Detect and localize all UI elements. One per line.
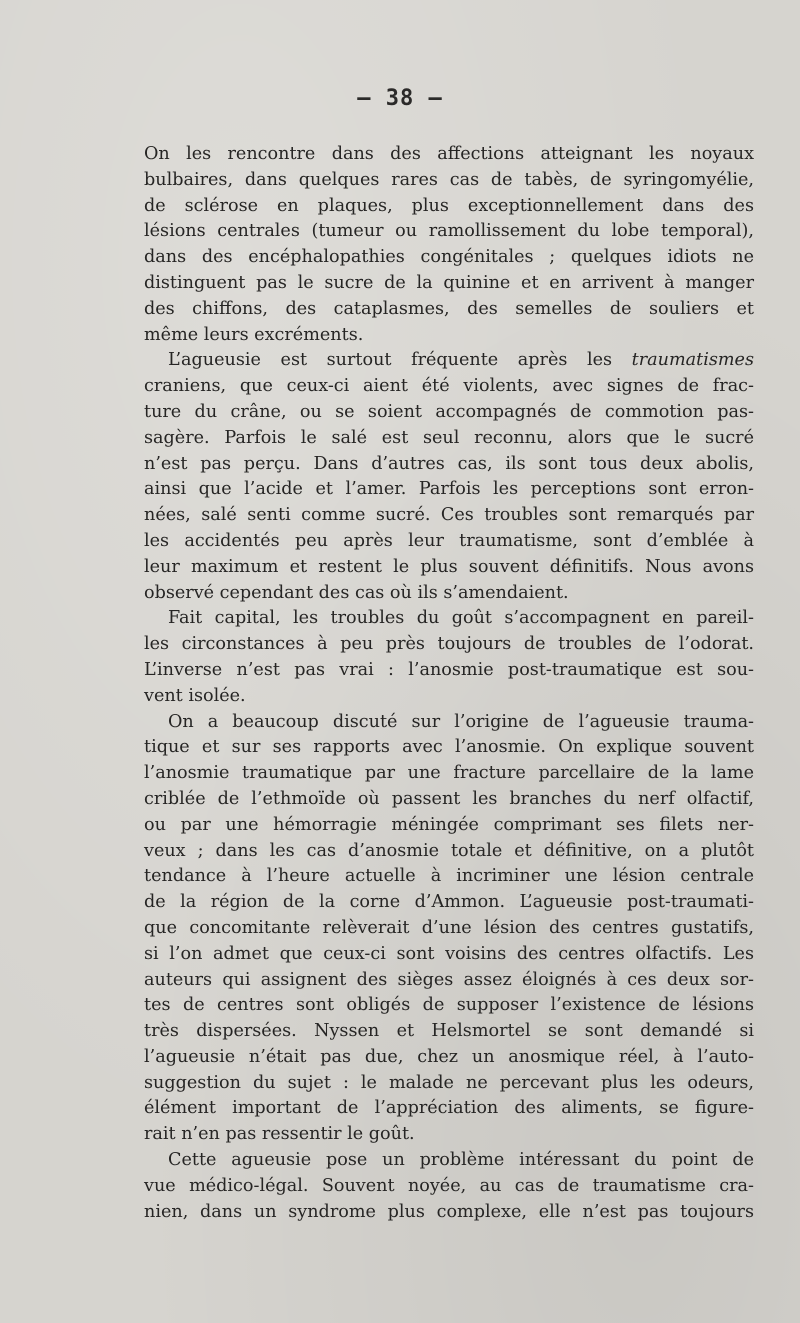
text-line: Cette agueusie pose un problème intéressant du point de [168, 1150, 754, 1171]
text-line: même leurs excréments. [144, 324, 364, 345]
text-line: si l’on admet que ceux-ci sont voisins des centres olfactifs. Les [144, 943, 754, 964]
text-line: ture du crâne, ou se soient accompagnés de commotion pas- [144, 401, 754, 422]
text-line: rait n’en pas ressentir le goût. [144, 1124, 415, 1145]
text-line: observé cependant des cas où ils s’amendaient. [144, 582, 569, 603]
text-line: élément important de l’appréciation des aliments, se figure- [144, 1098, 754, 1119]
text-line: On a beaucoup discuté sur l’origine de l’agueusie trauma- [168, 711, 754, 732]
text-line: de la région de la corne d’Ammon. L’agueusie post-traumati- [144, 892, 754, 913]
text-line: l’anosmie traumatique par une fracture parcellaire de la lame [144, 763, 754, 784]
text-line: n’est pas perçu. Dans d’autres cas, ils sont tous deux abolis, [144, 453, 754, 474]
text-line: que concomitante relèverait d’une lésion des centres gustatifs, [144, 917, 754, 938]
text-line: ou par une hémorragie méningée comprimant ses filets ner- [144, 814, 754, 835]
text-line: On les rencontre dans des affections atteignant les noyaux [144, 144, 754, 164]
text-line: dans des encéphalopathies congénitales ; quelques idiots ne [144, 247, 754, 268]
text-line: bulbaires, dans quelques rares cas de tabès, de syringomyélie, [144, 169, 754, 190]
paragraph-2 [144, 348, 754, 606]
text-line: nien, dans un syndrome plus complexe, elle n’est pas toujours [144, 1201, 754, 1222]
paragraph-1 [144, 142, 754, 348]
text-line-with-italic [144, 348, 754, 374]
text-line: très dispersées. Nyssen et Helsmortel se sont demandé si [144, 1021, 754, 1042]
paragraph-5 [144, 1148, 754, 1225]
text-line: de sclérose en plaques, plus exceptionnellement dans des [144, 195, 754, 216]
text-line: l’agueusie n’était pas due, chez un anosmique réel, à l’auto- [144, 1046, 754, 1067]
text-line: leur maximum et restent le plus souvent définitifs. Nous avons [144, 556, 754, 577]
text-line: des chiffons, des cataplasmes, des semelles de souliers et [144, 298, 754, 319]
text-line: ainsi que l’acide et l’amer. Parfois les perceptions sont erron- [144, 479, 754, 500]
text-line: tique et sur ses rapports avec l’anosmie. On explique souvent [144, 737, 754, 758]
text-line: nées, salé senti comme sucré. Ces troubles sont remarqués par [144, 505, 754, 526]
text-line: sagère. Parfois le salé est seul reconnu, alors que le sucré [144, 427, 754, 448]
text-fragment: L’agueusie est surtout fréquente après les [168, 350, 613, 371]
text-line: criblée de l’ethmoïde où passent les branches du nerf olfactif, [144, 788, 754, 809]
paragraph-4 [144, 710, 754, 1149]
text-line: vue médico-légal. Souvent noyée, au cas de traumatisme cra- [144, 1175, 754, 1196]
text-line: lésions centrales (tumeur ou ramollissement du lobe temporal), [144, 221, 754, 242]
text-line: craniens, que ceux-ci aient été violents, avec signes de frac- [144, 376, 754, 397]
paragraph-3 [144, 606, 754, 709]
text-line: tes de centres sont obligés de supposer l’existence de lésions [144, 995, 754, 1016]
text-line: distinguent pas le sucre de la quinine et en arrivent à manger [144, 272, 754, 293]
text-line: Fait capital, les troubles du goût s’accompagnent en pareil- [168, 608, 754, 629]
text-line: suggestion du sujet : le malade ne percevant plus les odeurs, [144, 1072, 754, 1093]
text-line: auteurs qui assignent des sièges assez éloignés à ces deux sor- [144, 969, 754, 990]
text-line: vent isolée. [144, 685, 246, 706]
text-line: les accidentés peu après leur traumatisme, sont d’emblée à [144, 530, 754, 551]
page-body-text [144, 142, 754, 1225]
text-line: veux ; dans les cas d’anosmie totale et définitive, on a plutôt [144, 840, 754, 861]
page-number: — 38 — [357, 86, 443, 111]
text-line: L’inverse n’est pas vrai : l’anosmie post-traumatique est sou- [144, 659, 754, 680]
italic-term: traumatismes [631, 350, 754, 371]
text-line: les circonstances à peu près toujours de troubles de l’odorat. [144, 634, 754, 655]
text-line: tendance à l’heure actuelle à incriminer une lésion centrale [144, 866, 754, 887]
